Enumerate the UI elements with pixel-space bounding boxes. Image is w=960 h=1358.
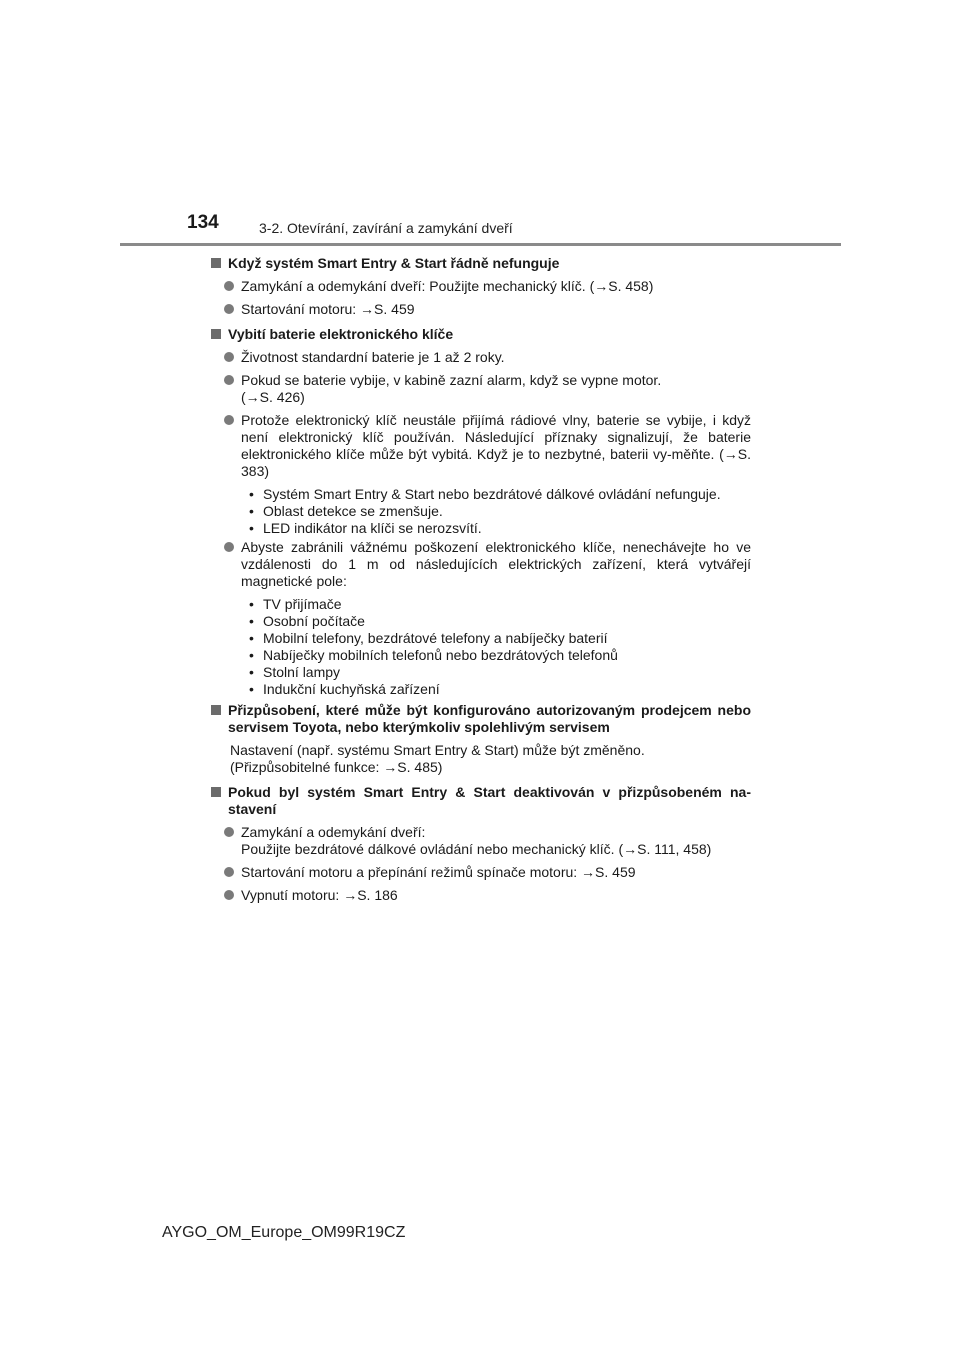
heading-text: Vybití baterie elektronického klíče <box>228 326 454 342</box>
sub-item-text: LED indikátor na klíči se nerozsvítí. <box>263 520 482 536</box>
round-bullet-icon <box>224 827 234 837</box>
round-bullet-icon <box>224 281 234 291</box>
list-item <box>211 278 751 295</box>
sub-item: • TV přijímače <box>249 596 342 612</box>
round-bullet-icon <box>224 867 234 877</box>
heading-text: Pokud byl systém Smart Entry & Start deaktivován v přizpůsobeném na-stavení <box>228 784 751 817</box>
item-text <box>241 372 751 406</box>
item-text: Životnost standardní baterie je 1 až 2 roky. <box>241 349 505 365</box>
section-heading <box>211 784 751 818</box>
sub-item: • LED indikátor na klíči se nerozsvítí. <box>249 520 482 536</box>
sub-list <box>211 486 751 537</box>
sub-item-text: Oblast detekce se zmenšuje. <box>263 503 443 519</box>
item-text: Protože elektronický klíč neustále přijímá rádiové vlny, baterie se vybije, i když není elektronický klíč používán. Následující příznaky signalizují, že baterie elektronického klíče může být vybitá. Když je to nezbytné, baterii vy-měňte. (→S. 383) <box>241 412 751 479</box>
sub-item-text: TV přijímače <box>263 596 342 612</box>
content <box>211 255 751 904</box>
sub-item: • Nabíječky mobilních telefonů nebo bezdrátových telefonů <box>249 647 618 663</box>
list-item <box>211 372 751 406</box>
list-item <box>211 824 751 858</box>
section-customization <box>211 702 751 776</box>
round-bullet-icon <box>224 375 234 385</box>
footer-code: AYGO_OM_Europe_OM99R19CZ <box>162 1224 406 1241</box>
list-item <box>211 301 751 318</box>
page-number: 134 <box>187 212 219 233</box>
list-item <box>211 887 751 904</box>
sub-item: • Systém Smart Entry & Start nebo bezdrátové dálkové ovládání nefunguje. <box>249 486 721 502</box>
heading-text: Když systém Smart Entry & Start řádně nefunguje <box>228 255 560 271</box>
item-line: Zamykání a odemykání dveří: <box>241 824 426 840</box>
sub-item: • Mobilní telefony, bezdrátové telefony a nabíječky baterií <box>249 630 608 646</box>
section-heading <box>211 702 751 736</box>
round-bullet-icon <box>224 890 234 900</box>
item-text: Startování motoru: →S. 459 <box>241 301 415 317</box>
sub-item: • Indukční kuchyňská zařízení <box>249 681 440 697</box>
section-smart-entry-disabled <box>211 784 751 904</box>
round-bullet-icon <box>224 542 234 552</box>
item-line: (→S. 426) <box>241 389 305 405</box>
sub-item-text: Mobilní telefony, bezdrátové telefony a nabíječky baterií <box>263 630 608 646</box>
sub-item-text: Systém Smart Entry & Start nebo bezdrátové dálkové ovládání nefunguje. <box>263 486 721 502</box>
sub-item: • Osobní počítače <box>249 613 365 629</box>
section-heading <box>211 326 751 343</box>
sub-list <box>211 596 751 698</box>
square-bullet-icon <box>211 705 221 715</box>
paragraph-line: Nastavení (např. systému Smart Entry & Start) může být změněno. <box>230 742 645 758</box>
square-bullet-icon <box>211 787 221 797</box>
sub-item-text: Indukční kuchyňská zařízení <box>263 681 440 697</box>
sub-item-text: Osobní počítače <box>263 613 365 629</box>
square-bullet-icon <box>211 329 221 339</box>
section-key-battery <box>211 326 751 698</box>
item-line: Použijte bezdrátové dálkové ovládání nebo mechanický klíč. (→S. 111, 458) <box>241 841 712 857</box>
item-text: Abyste zabránili vážnému poškození elektronického klíče, nenechávejte ho ve vzdálenosti do 1 m od následujících elektrických zařízení, která vytvářejí magnetické pole: <box>241 539 751 589</box>
round-bullet-icon <box>224 352 234 362</box>
list-item <box>211 412 751 480</box>
paragraph-line: (Přizpůsobitelné funkce: →S. 485) <box>230 759 443 775</box>
list-item <box>211 864 751 881</box>
list-item <box>211 349 751 366</box>
item-text: Zamykání a odemykání dveří: Použijte mechanický klíč. (→S. 458) <box>241 278 654 294</box>
round-bullet-icon <box>224 415 234 425</box>
section-smart-entry-malfunction <box>211 255 751 318</box>
item-line: Pokud se baterie vybije, v kabině zazní alarm, když se vypne motor. <box>241 372 662 388</box>
sub-item-text: Nabíječky mobilních telefonů nebo bezdrátových telefonů <box>263 647 618 663</box>
sub-item-text: Stolní lampy <box>263 664 341 680</box>
item-text: Startování motoru a přepínání režimů spínače motoru: →S. 459 <box>241 864 636 880</box>
header-rule <box>120 243 841 246</box>
running-head: 3-2. Otevírání, zavírání a zamykání dveří <box>259 220 513 236</box>
section-heading <box>211 255 751 272</box>
round-bullet-icon <box>224 304 234 314</box>
item-text <box>241 824 751 858</box>
sub-item: • Stolní lampy <box>249 664 341 680</box>
list-item <box>211 539 751 590</box>
heading-text: Přizpůsobení, které může být konfigurováno autorizovaným prodejcem nebo servisem Toyota, nebo kterýmkoliv spolehlivým servisem <box>228 702 751 735</box>
sub-item: • Oblast detekce se zmenšuje. <box>249 503 443 519</box>
square-bullet-icon <box>211 258 221 268</box>
item-text: Vypnutí motoru: →S. 186 <box>241 887 398 903</box>
section-paragraph <box>211 742 751 776</box>
